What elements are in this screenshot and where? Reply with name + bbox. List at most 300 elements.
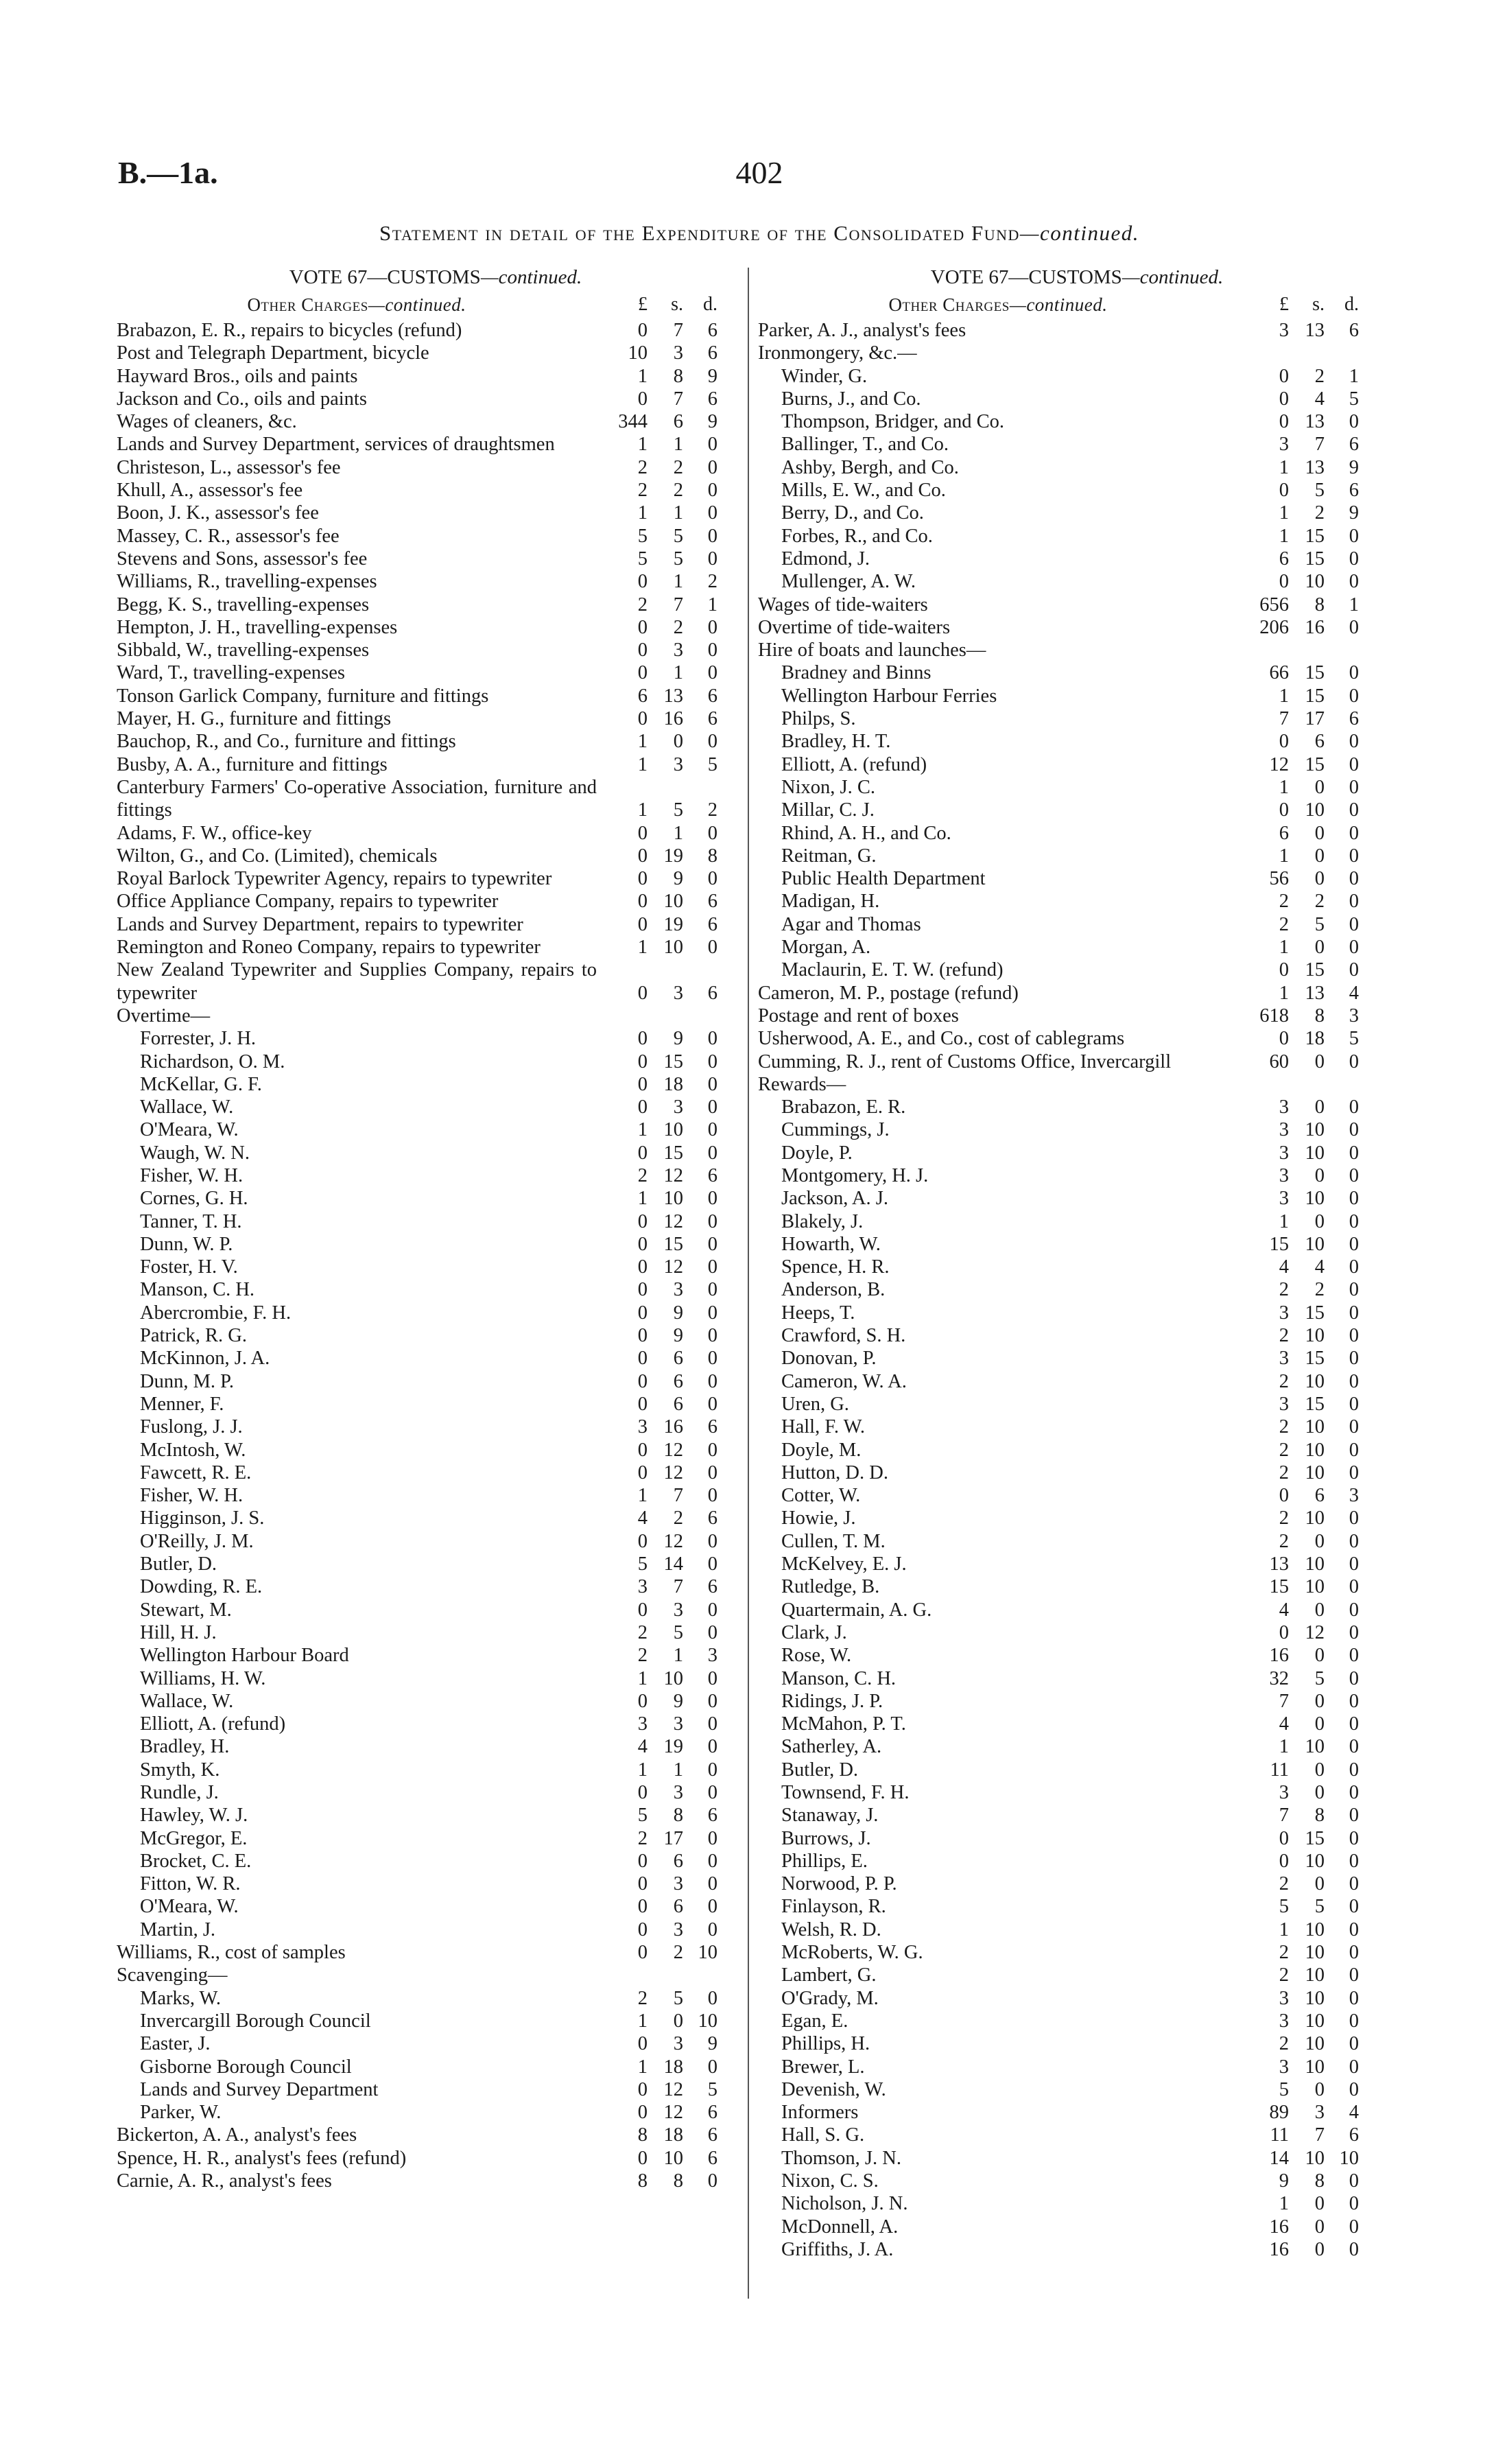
amount-shillings: 0 [1314, 1051, 1325, 1072]
row-label: Usherwood, A. E., and Co., cost of cablegrams [758, 1028, 1125, 1050]
amount-shillings: 8 [673, 1805, 683, 1827]
amount-pounds: 0 [637, 1210, 648, 1232]
amount-pence: 0 [1349, 2193, 1359, 2215]
amount-pence: 5 [1349, 1028, 1359, 1050]
table-row [117, 1051, 755, 1073]
amount-shillings: 2 [1314, 365, 1325, 387]
table-row [117, 639, 755, 661]
row-label: Waugh, W. N. [140, 1142, 250, 1164]
statement-title [118, 221, 1401, 246]
amount-pounds: 2 [1279, 1325, 1289, 1347]
amount-shillings: 0 [1314, 868, 1325, 890]
amount-pence: 1 [1349, 365, 1359, 387]
amount-shillings: 3 [673, 342, 683, 364]
amount-shillings: 9 [673, 1302, 683, 1324]
row-label: Canterbury Farmers' Co-operative Association, furniture and fittings [117, 776, 597, 821]
row-label: Maclaurin, E. T. W. (refund) [781, 959, 1004, 981]
amount-pence: 10 [698, 2010, 717, 2032]
table-row [758, 730, 1396, 753]
amount-shillings: 12 [663, 1210, 683, 1232]
row-label: Forrester, J. H. [140, 1028, 257, 1050]
row-label: Fawcett, R. E. [140, 1462, 252, 1483]
row-label: Menner, F. [140, 1393, 224, 1415]
table-row [758, 1987, 1396, 2010]
amount-pence: 0 [1349, 1782, 1359, 1803]
amount-pence: 0 [707, 1439, 717, 1461]
row-label: Hall, S. G. [781, 2124, 865, 2146]
amount-pounds: 0 [637, 845, 648, 867]
row-label: Rose, W. [781, 1645, 852, 1667]
table-row [758, 1667, 1396, 1690]
amount-pounds: 9 [1279, 2170, 1289, 2192]
amount-pounds: 3 [1279, 434, 1289, 456]
amount-shillings: 5 [673, 548, 683, 570]
amount-pence: 0 [1349, 411, 1359, 433]
amount-pounds: 0 [637, 1873, 648, 1895]
subhead-title [117, 290, 597, 319]
table-row [758, 570, 1396, 593]
amount-pence: 0 [1349, 799, 1359, 821]
vote-continued: —continued. [1122, 266, 1224, 288]
subhead-right [758, 290, 1396, 319]
row-label: Scavenging— [117, 1964, 228, 1986]
amount-pence: 0 [1349, 1325, 1359, 1347]
amount-pounds: 344 [618, 411, 648, 433]
amount-pence: 0 [707, 1599, 717, 1621]
amount-shillings: 15 [663, 1142, 683, 1164]
amount-shillings: 18 [1305, 1028, 1325, 1050]
table-row [758, 548, 1396, 570]
row-label: Office Appliance Company, repairs to typewriter [117, 891, 499, 913]
table-row [758, 1735, 1396, 1758]
amount-pounds: 6 [637, 685, 648, 707]
row-label: Overtime— [117, 1005, 211, 1026]
table-row [758, 1713, 1396, 1735]
row-label: Edmond, J. [781, 548, 870, 570]
amount-pounds: 2 [1279, 891, 1289, 913]
table-row [117, 570, 755, 593]
amount-pounds: 0 [637, 1530, 648, 1552]
table-row [117, 1530, 755, 1553]
amount-pounds: 0 [637, 640, 648, 661]
amount-shillings: 18 [663, 1073, 683, 1095]
amount-pounds: 32 [1269, 1667, 1289, 1689]
amount-pounds: 0 [1279, 388, 1289, 410]
amount-pence: 6 [1349, 708, 1359, 730]
amount-pounds: 3 [637, 1576, 648, 1598]
row-label: Overtime of tide-waiters [758, 616, 951, 638]
table-row [758, 1507, 1396, 1529]
amount-pounds: 1 [1279, 1210, 1289, 1232]
table-row [117, 319, 755, 342]
amount-pence: 5 [707, 753, 717, 775]
row-label: Abercrombie, F. H. [140, 1302, 292, 1324]
amount-shillings: 10 [1305, 1942, 1325, 1964]
table-row [117, 433, 755, 456]
amount-pounds: 2 [637, 1645, 648, 1667]
amount-shillings: 15 [663, 1233, 683, 1255]
row-label: Post and Telegraph Department, bicycle [117, 342, 429, 364]
amount-pounds: 0 [637, 2033, 648, 2055]
amount-pence: 0 [1349, 2238, 1359, 2260]
amount-pence: 0 [707, 1713, 717, 1735]
amount-shillings: 8 [673, 2170, 683, 2192]
row-label: Agar and Thomas [781, 913, 921, 935]
amount-shillings: 5 [1314, 1667, 1325, 1689]
row-label: Howarth, W. [781, 1233, 881, 1255]
amount-pence: 3 [1349, 1005, 1359, 1026]
amount-pence: 5 [707, 2078, 717, 2100]
table-row [758, 1142, 1396, 1164]
amount-shillings: 10 [1305, 1439, 1325, 1461]
table-row [758, 1690, 1396, 1713]
row-label: Khull, A., assessor's fee [117, 480, 303, 502]
amount-shillings: 15 [1305, 685, 1325, 707]
amount-pounds: 656 [1259, 594, 1289, 615]
amount-pence: 0 [1349, 868, 1359, 890]
amount-pence: 0 [707, 937, 717, 959]
amount-shillings: 10 [1305, 2147, 1325, 2169]
table-row [117, 707, 755, 730]
table-row [117, 1118, 755, 1141]
amount-pence: 0 [1349, 2056, 1359, 2078]
amount-shillings: 10 [663, 937, 683, 959]
amount-pounds: 2 [637, 456, 648, 478]
amount-shillings: 3 [673, 1279, 683, 1301]
row-label: Williams, H. W. [140, 1667, 266, 1689]
table-row [117, 1644, 755, 1667]
table-row [117, 936, 755, 959]
amount-pence: 0 [1349, 776, 1359, 798]
amount-pounds: 12 [1269, 753, 1289, 775]
amount-pence: 0 [1349, 662, 1359, 684]
table-row [758, 1210, 1396, 1233]
row-label: Burrows, J. [781, 1827, 871, 1849]
amount-pounds: 8 [637, 2170, 648, 2192]
table-row [117, 753, 755, 776]
amount-pounds: 3 [1279, 1188, 1289, 1210]
amount-pence: 0 [1349, 1621, 1359, 1643]
amount-pounds: 4 [1279, 1599, 1289, 1621]
amount-shillings: 12 [663, 2078, 683, 2100]
amount-pounds: 0 [637, 1142, 648, 1164]
amount-pence: 0 [707, 1188, 717, 1210]
table-row [758, 1051, 1396, 1073]
row-label: Cotter, W. [781, 1485, 861, 1507]
amount-pounds: 1 [637, 731, 648, 753]
amount-pounds: 0 [637, 1073, 648, 1095]
table-row [758, 707, 1396, 730]
amount-pence: 0 [1349, 1553, 1359, 1575]
row-label: Burns, J., and Co. [781, 388, 921, 410]
row-label: Quartermain, A. G. [781, 1599, 932, 1621]
table-row [117, 2147, 755, 2170]
vote-title: VOTE 67—CUSTOMS [289, 266, 481, 288]
row-label: Griffiths, J. A. [781, 2238, 894, 2260]
amount-shillings: 9 [673, 868, 683, 890]
amount-shillings: 1 [673, 434, 683, 456]
row-label: Manson, C. H. [140, 1279, 255, 1301]
amount-pence: 0 [707, 1073, 717, 1095]
amount-pounds: 1 [637, 1188, 648, 1210]
amount-shillings: 6 [673, 411, 683, 433]
amount-shillings: 16 [663, 708, 683, 730]
row-label: Donovan, P. [781, 1348, 877, 1370]
amount-pence: 0 [1349, 1210, 1359, 1232]
row-label: Spence, H. R., analyst's fees (refund) [117, 2147, 407, 2169]
table-row [758, 1895, 1396, 1918]
row-label: Williams, R., travelling-expenses [117, 571, 377, 593]
table-row [117, 1873, 755, 1895]
row-label: Clark, J. [781, 1621, 847, 1643]
row-label: Fisher, W. H. [140, 1164, 244, 1186]
amount-pounds: 1 [1279, 502, 1289, 524]
row-label: Invercargill Borough Council [140, 2010, 371, 2032]
amount-pence: 9 [707, 411, 717, 433]
amount-shillings: 12 [663, 1530, 683, 1552]
amount-shillings: 7 [1314, 2124, 1325, 2146]
amount-shillings [1290, 342, 1325, 364]
amount-shillings: 3 [673, 1782, 683, 1803]
table-row [758, 410, 1396, 433]
row-label: Marks, W. [140, 1987, 221, 2009]
amount-shillings: 3 [673, 982, 683, 1004]
amount-pounds: 56 [1269, 868, 1289, 890]
amount-pounds: 0 [637, 708, 648, 730]
row-label: McKelvey, E. J. [781, 1553, 907, 1575]
amount-pence: 0 [707, 2170, 717, 2192]
amount-shillings: 3 [673, 1873, 683, 1895]
unit-shillings: s. [1312, 294, 1325, 315]
amount-shillings: 17 [1305, 708, 1325, 730]
table-row [758, 1302, 1396, 1324]
table-row [758, 913, 1396, 936]
table-row [758, 1575, 1396, 1598]
amount-shillings: 0 [673, 2010, 683, 2032]
amount-pounds: 0 [1279, 411, 1289, 433]
table-row [117, 1919, 755, 1941]
row-label: Wilton, G., and Co. (Limited), chemicals [117, 845, 438, 867]
amount-pence: 0 [1349, 1233, 1359, 1255]
amount-shillings: 16 [1305, 616, 1325, 638]
table-row [758, 1187, 1396, 1210]
table-row [758, 365, 1396, 388]
row-label: Bickerton, A. A., analyst's fees [117, 2124, 357, 2146]
table-row [758, 959, 1396, 981]
row-label: Satherley, A. [781, 1736, 882, 1758]
table-row [758, 890, 1396, 913]
amount-shillings: 6 [1314, 1485, 1325, 1507]
amount-shillings: 6 [1314, 731, 1325, 753]
amount-pounds: 0 [637, 822, 648, 844]
row-label: Brabazon, E. R. [781, 1096, 906, 1118]
row-label: Martin, J. [140, 1919, 216, 1940]
amount-pence: 0 [1349, 1370, 1359, 1392]
amount-pounds: 1 [1279, 776, 1289, 798]
amount-pence: 0 [1349, 1805, 1359, 1827]
amount-pounds: 1 [637, 1667, 648, 1689]
amount-shillings: 10 [1305, 571, 1325, 593]
row-label: Wages of tide-waiters [758, 594, 928, 615]
amount-pounds: 2 [1279, 1279, 1289, 1301]
row-label: Cornes, G. H. [140, 1188, 248, 1210]
amount-pence: 0 [1349, 685, 1359, 707]
amount-pounds: 0 [1279, 1621, 1289, 1643]
amount-pounds: 206 [1259, 616, 1289, 638]
amount-pence: 0 [707, 1759, 717, 1781]
amount-shillings: 10 [1305, 1576, 1325, 1598]
amount-shillings: 0 [1314, 1645, 1325, 1667]
row-label: Massey, C. R., assessor's fee [117, 525, 340, 547]
row-label: Millar, C. J. [781, 799, 875, 821]
amount-shillings: 17 [663, 1827, 683, 1849]
amount-pounds: 0 [637, 982, 648, 1004]
amount-pounds: 0 [1279, 365, 1289, 387]
amount-pence: 6 [707, 708, 717, 730]
table-row [758, 1484, 1396, 1507]
amount-pence: 9 [707, 2033, 717, 2055]
vote-heading-right [758, 264, 1396, 290]
amount-shillings: 10 [1305, 2033, 1325, 2055]
amount-pence: 0 [1349, 1873, 1359, 1895]
amount-pence: 0 [1349, 2216, 1359, 2238]
row-label: Phillips, E. [781, 1850, 868, 1872]
amount-pence: 6 [707, 1576, 717, 1598]
row-label: McDonnell, A. [781, 2216, 899, 2238]
row-label: Stewart, M. [140, 1599, 232, 1621]
row-label: O'Reilly, J. M. [140, 1530, 254, 1552]
amount-shillings: 5 [673, 1987, 683, 2009]
amount-pence: 0 [707, 868, 717, 890]
amount-shillings: 0 [673, 731, 683, 753]
amount-pence: 0 [1349, 753, 1359, 775]
amount-pence: 0 [707, 1667, 717, 1689]
row-label: Bauchop, R., and Co., furniture and fittings [117, 731, 456, 753]
row-label: Crawford, S. H. [781, 1325, 906, 1347]
amount-shillings: 6 [673, 1896, 683, 1918]
table-row [758, 822, 1396, 845]
row-label: O'Meara, W. [140, 1896, 239, 1918]
row-label: Bradney and Binns [781, 662, 932, 684]
table-row [117, 2124, 755, 2146]
amount-pence: 0 [1349, 1416, 1359, 1438]
amount-shillings: 0 [1314, 1782, 1325, 1803]
amount-shillings: 15 [663, 1051, 683, 1072]
amount-shillings: 2 [1314, 1279, 1325, 1301]
row-label: Mills, E. W., and Co. [781, 480, 946, 502]
amount-pounds: 0 [637, 1096, 648, 1118]
amount-pence: 0 [707, 1142, 717, 1164]
amount-pence: 0 [1349, 1348, 1359, 1370]
amount-pence: 6 [707, 913, 717, 935]
amount-pounds: 1 [637, 2010, 648, 2032]
amount-pounds: 89 [1269, 2102, 1289, 2124]
table-row [117, 845, 755, 867]
row-label: Hayward Bros., oils and paints [117, 365, 358, 387]
table-row [117, 1393, 755, 1416]
table-row [117, 1302, 755, 1324]
amount-pounds: 0 [1279, 1850, 1289, 1872]
table-row [117, 1759, 755, 1781]
amount-shillings: 9 [673, 1325, 683, 1347]
table-row [117, 867, 755, 890]
table-row [117, 1827, 755, 1850]
row-label: Hutton, D. D. [781, 1462, 888, 1483]
table-row [117, 1462, 755, 1484]
amount-pence: 0 [1349, 2170, 1359, 2192]
amount-pounds: 2 [637, 1987, 648, 2009]
table-row [117, 388, 755, 410]
row-label: Ashby, Bergh, and Co. [781, 456, 959, 478]
amount-pounds: 2 [1279, 1873, 1289, 1895]
subhead-left [117, 290, 755, 319]
table-row [758, 502, 1396, 524]
amount-shillings: 0 [1314, 1164, 1325, 1186]
table-row [117, 456, 755, 479]
row-label: Cullen, T. M. [781, 1530, 886, 1552]
amount-shillings: 0 [1314, 1530, 1325, 1552]
row-label: Philps, S. [781, 708, 856, 730]
page-header [118, 154, 1401, 196]
amount-shillings: 15 [1305, 1393, 1325, 1415]
table-row [117, 959, 755, 1005]
amount-shillings: 10 [663, 1119, 683, 1141]
row-label: Montgomery, H. J. [781, 1164, 929, 1186]
amount-shillings: 0 [1314, 1759, 1325, 1781]
amount-pounds: 1 [1279, 1736, 1289, 1758]
row-label: Nicholson, J. N. [781, 2193, 908, 2215]
amount-pence: 6 [707, 1164, 717, 1186]
amount-shillings: 18 [663, 2056, 683, 2078]
table-row [117, 2078, 755, 2101]
amount-shillings: 6 [673, 1348, 683, 1370]
table-row [758, 1850, 1396, 1873]
amount-pence: 0 [1349, 1827, 1359, 1849]
amount-shillings: 0 [1314, 822, 1325, 844]
amount-shillings: 10 [1305, 1325, 1325, 1347]
table-row [117, 548, 755, 570]
table-row [117, 730, 755, 753]
amount-pounds: 14 [1269, 2147, 1289, 2169]
row-label: Dunn, M. P. [140, 1370, 234, 1392]
row-label: Lands and Survey Department, services of draughtsmen [117, 434, 555, 456]
amount-pence: 2 [707, 571, 717, 593]
row-label: Blakely, J. [781, 1210, 864, 1232]
amount-shillings: 0 [1314, 2216, 1325, 2238]
row-label: Ballinger, T., and Co. [781, 434, 949, 456]
amount-pence: 6 [707, 320, 717, 341]
amount-pounds: 4 [637, 1507, 648, 1529]
amount-pounds: 3 [1279, 1348, 1289, 1370]
amount-pounds: 10 [628, 342, 648, 364]
row-label: Adams, F. W., office-key [117, 822, 312, 844]
amount-pence: 0 [707, 662, 717, 684]
subhead-title [758, 290, 1238, 319]
row-label: Carnie, A. R., analyst's fees [117, 2170, 332, 2192]
amount-pounds [605, 1005, 648, 1027]
table-row [117, 1553, 755, 1575]
amount-pounds: 0 [1279, 1827, 1289, 1849]
row-label: Doyle, M. [781, 1439, 862, 1461]
amount-shillings: 3 [673, 1919, 683, 1940]
amount-shillings: 10 [663, 891, 683, 913]
amount-pounds: 0 [637, 1028, 648, 1050]
table-row [117, 1439, 755, 1462]
amount-pounds: 0 [1279, 799, 1289, 821]
row-label: Lambert, G. [781, 1964, 877, 1986]
table-row [758, 1759, 1396, 1781]
amount-pence: 0 [1349, 2010, 1359, 2032]
